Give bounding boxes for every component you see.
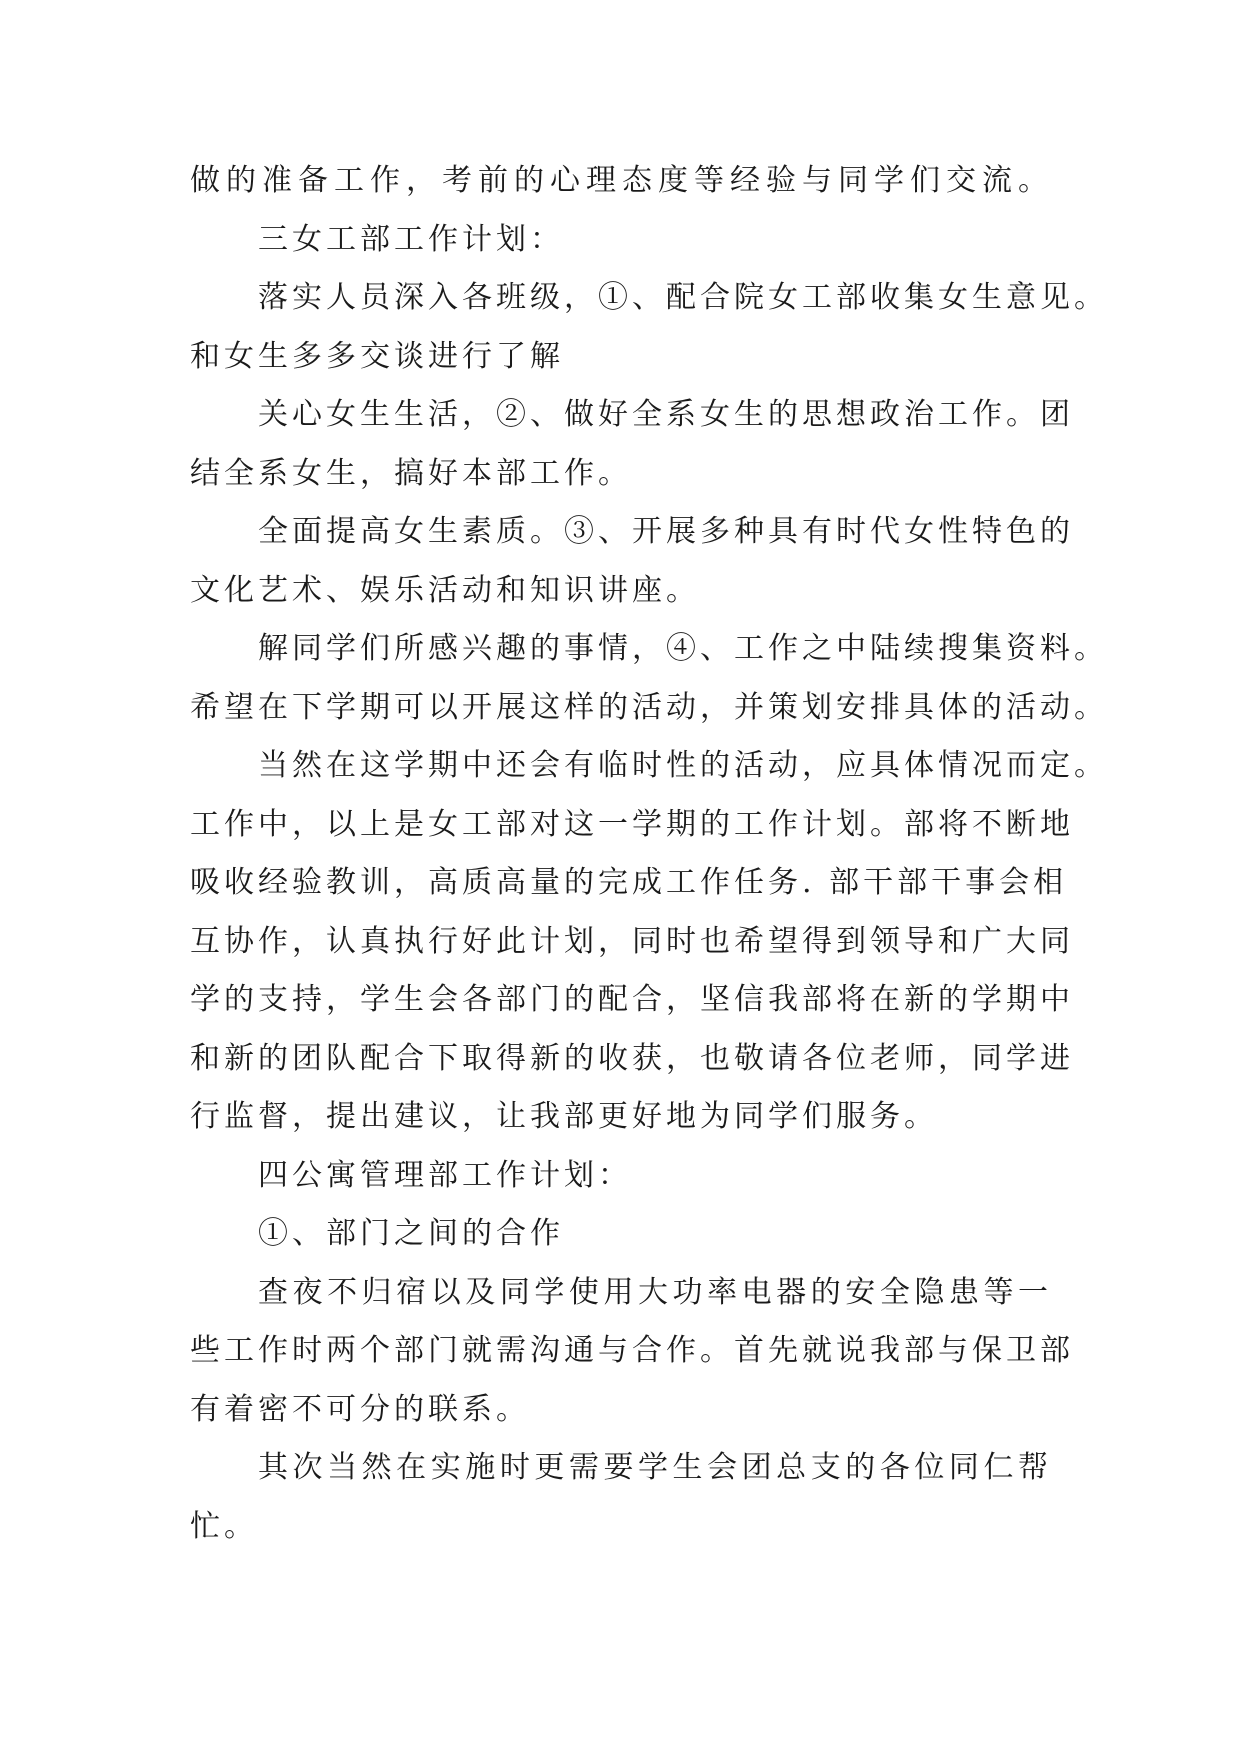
text-line: 查夜不归宿以及同学使用大功率电器的安全隐患等一: [258, 1274, 1052, 1310]
section-heading: 四公寓管理部工作计划：: [258, 1157, 632, 1193]
text-line: 结全系女生，搞好本部工作。: [190, 455, 632, 491]
text-line: 文化艺术、娱乐活动和知识讲座。: [190, 572, 700, 608]
text-line: 和新的团队配合下取得新的收获，也敬请各位老师，同学进: [190, 1040, 1074, 1076]
text-line: 忙。: [190, 1508, 258, 1544]
text-line: 工作中，以上是女工部对这一学期的工作计划。部将不断地: [190, 806, 1074, 842]
text-line: 关心女生生活，②、做好全系女生的思想政治工作。团: [258, 397, 1074, 432]
text-line: 行监督，提出建议，让我部更好地为同学们服务。: [190, 1099, 938, 1134]
text-line: 全面提高女生素质。③、开展多种具有时代女性特色的: [258, 514, 1074, 549]
text-line: 些工作时两个部门就需沟通与合作。首先就说我部与保卫部: [190, 1333, 1074, 1368]
text-line: 和女生多多交谈进行了解: [190, 338, 564, 374]
text-line: 做的准备工作，考前的心理态度等经验与同学们交流。: [190, 163, 1052, 198]
subsection-heading: ①、部门之间的合作: [258, 1216, 564, 1251]
text-line: 有着密不可分的联系。: [190, 1391, 530, 1427]
document-body: [190, 152, 1108, 1556]
text-line: 解同学们所感兴趣的事情，④、工作之中陆续搜集资料。: [258, 631, 1108, 666]
text-line: 落实人员深入各班级，①、配合院女工部收集女生意见。: [258, 280, 1108, 315]
text-line: 其次当然在实施时更需要学生会团总支的各位同仁帮: [258, 1450, 1052, 1485]
text-line: 吸收经验教训，高质高量的完成工作任务. 部干部干事会相: [190, 865, 1068, 900]
text-line: 学的支持，学生会各部门的配合，坚信我部将在新的学期中: [190, 982, 1074, 1017]
text-line: 当然在这学期中还会有临时性的活动，应具体情况而定。: [258, 748, 1108, 783]
text-line: 希望在下学期可以开展这样的活动，并策划安排具体的活动。: [190, 689, 1108, 725]
section-heading: 三女工部工作计划：: [258, 221, 564, 257]
text-line: 互协作，认真执行好此计划，同时也希望得到领导和广大同: [190, 923, 1074, 959]
